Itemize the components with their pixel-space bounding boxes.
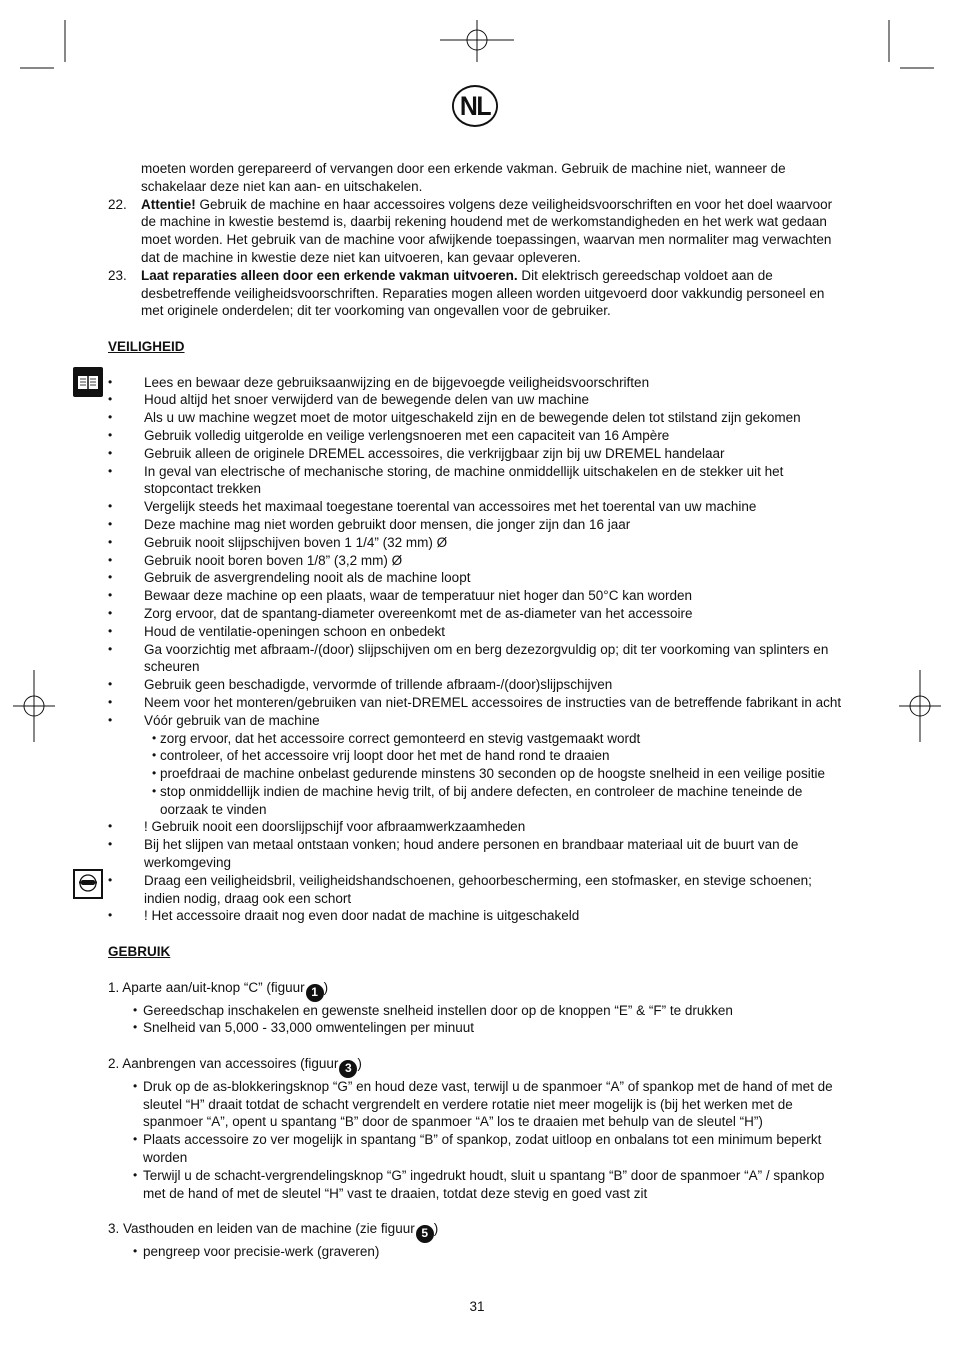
list-item: • Gebruik alleen de originele DREMEL accessoires, die verkrijgbaar zijn bij uw DREMEL handelaar [108,445,725,461]
intro-continuation: moeten worden gerepareerd of vervangen door een erkende vakman. Gebruik de machine niet, wanneer de schakelaar deze niet kan aan- en uitschakelen. [141,161,786,194]
list-item: • Zorg ervoor, dat de spantang-diameter overeenkomt met de as-diameter van het accessoire [108,605,693,621]
usage-item: • Terwijl u de schacht-vergrendelingsknop “G” ingedrukt houdt, sluit u spantang “B” door de spanmoer “A” / spankop met de hand of met de sleutel “H” vast te draaien, totdat deze stevig en goed vast zit [133,1167,825,1201]
item-text [141,196,843,267]
main-content [108,160,843,1261]
list-item: • ! Het accessoire draait nog even door nadat de machine is uitgeschakeld [108,908,580,924]
usage-item: • Druk op de as-blokkeringsknop “G” en houd deze vast, terwijl u de spanmoer “A” of spankop met de hand of met de sleutel “H” draait totdat de schacht vergrendelt en verdere rotatie niet meer mogelijk is (bij het werken met de spanmoer “A”, opent u spantang “B” door de spanmoer “A” los te draaien met behulp van de sleutel “H”) [133,1078,833,1130]
language-badge: NL [452,85,498,127]
section-heading-veiligheid: VEILIGHEID [108,338,185,354]
list-item: • In geval van electrische of mechanische storing, de machine onmiddellijk uitschakelen en de stekker uit het stopcontact trekken [108,463,784,497]
usage-title: 1. Aparte aan/uit-knop “C” (figuur 1 ) [108,979,843,1002]
book-icon [73,367,103,397]
item-text [141,267,843,320]
item-number: 23. [108,267,127,283]
figure-3-badge: 3 [339,1060,357,1078]
usage-section-3 [108,1220,843,1261]
list-item: • ! Gebruik nooit een doorslijpschijf voor afbraamwerkzaamheden [108,819,526,835]
list-item: • Neem voor het monteren/gebruiken van niet-DREMEL accessoires de instructies van de betreffende fabrikant in acht [108,694,842,710]
list-item: • Lees en bewaar deze gebruiksaanwijzing en de bijgevoegde veiligheidsvoorschriften [108,374,650,390]
list-item: • Gebruik nooit slijpschijven boven 1 1/4” (32 mm) Ø [108,534,448,550]
list-item: • Gebruik de asvergrendeling nooit als de machine loopt [108,570,471,586]
list-item: • Deze machine mag niet worden gebruikt door mensen, die jonger zijn dan 16 jaar [108,516,631,532]
page-number: 31 [469,1299,485,1314]
usage-item: • Gereedschap inschakelen en gewenste snelheid instellen door op de knoppen “E” & “F” te drukken [133,1002,733,1018]
item-bold: Attentie! [141,196,196,212]
safety-list [108,374,843,730]
list-item: • Houd altijd het snoer verwijderd van de bewegende delen van uw machine [108,392,590,408]
numbered-item-22 [108,196,843,267]
usage-item: • Plaats accessoire zo ver mogelijk in spantang “B” of spankop, zodat uitloop en onbalans tot een minimum beperkt worden [133,1132,822,1166]
list-item: • Bij het slijpen van metaal ontstaan vonken; houd andere personen en brandbaar materiaal uit de buurt van de werkomgeving [108,837,799,871]
item-number: 22. [108,196,127,212]
usage-item: • pengreep voor precisie-werk (graveren) [133,1244,380,1260]
figure-1-badge: 1 [306,984,324,1002]
list-item: • Ga voorzichtig met afbraam-/(door) slijpschijven om en berg dezezorgvuldig op; dit ter voorkoming van splinters en scheuren [108,641,829,675]
list-item: • Houd de ventilatie-openingen schoon en onbedekt [108,623,445,639]
list-item: • Als u uw machine wegzet moet de motor uitgeschakeld zijn en de bewegende delen tot stilstand zijn gekomen [108,410,801,426]
usage-title: 2. Aanbrengen van accessoires (figuur 3 ) [108,1055,843,1078]
list-item: • Gebruik geen beschadigde, vervormde of trillende afbraam-/(door)slijpschijven [108,677,613,693]
list-item: • Vergelijk steeds het maximaal toegestane toerental van accessoires met het toerental van uw machine [108,499,757,515]
item-body: Gebruik de machine en haar accessoires volgens deze veiligheidsvoorschriften en voor het doel waarvoor de machine in kwestie bestemd is, daarbij rekening houdend met de werkomstandigheden en het werk wat gedaan moet worden. Het gebruik van de machine voor afwijkende toepassingen, waarvan men normaliter mag verwachten dat de machine in kwestie deze niet kan uitvoeren, kan gevaar opleveren. [141,196,833,265]
sub-list-item: • zorg ervoor, dat het accessoire correct gemonteerd en stevig vastgemaakt wordt [152,730,641,746]
list-item: • Draag een veiligheidsbril, veiligheidshandschoenen, gehoorbescherming, een stofmasker, en stevige schoenen; indien nodig, draag ook een schort [108,872,812,906]
sub-list-item: • controleer, of het accessoire vrij loopt door het met de hand rond te draaien [152,748,610,764]
list-item: • Vóór gebruik van de machine [108,712,320,728]
item-body: Dit elektrisch gereedschap voldoet aan de desbetreffende veiligheidsvoorschriften. Reparaties mogen alleen worden uitgevoerd door vakkundig personeel en met originele onderdelen; dit ter voorkoming van ongevallen voor de gebruiker. [141,267,825,319]
list-item: • Gebruik volledig uitgerolde en veilige verlengsnoeren met een capaciteit van 16 Ampère [108,427,670,443]
sub-list-item: • stop onmiddellijk indien de machine hevig trilt, of bij andere defecten, en controleer de machine teneinde de oorzaak te vinden [152,783,803,817]
usage-section-1 [108,979,843,1038]
figure-5-badge: 5 [416,1225,434,1243]
sub-list-item: • proefdraai de machine onbelast gedurende minstens 30 seconden op de hoogste snelheid in een veilige positie [152,766,825,782]
item-bold: Laat reparaties alleen door een erkende vakman uitvoeren. [141,267,518,283]
safety-goggles-icon [73,869,103,899]
usage-item: • Snelheid van 5,000 - 33,000 omwentelingen per minuut [133,1020,474,1036]
usage-title: 3. Vasthouden en leiden van de machine (zie figuur 5 ) [108,1220,843,1243]
safety-list-continued [108,818,843,925]
section-heading-gebruik: GEBRUIK [108,944,171,960]
numbered-item-23 [108,267,843,320]
list-item: • Bewaar deze machine op een plaats, waar de temperatuur niet hoger dan 50°C kan worden [108,588,692,604]
list-item: • Gebruik nooit boren boven 1/8” (3,2 mm) Ø [108,552,403,568]
usage-section-2 [108,1055,843,1202]
